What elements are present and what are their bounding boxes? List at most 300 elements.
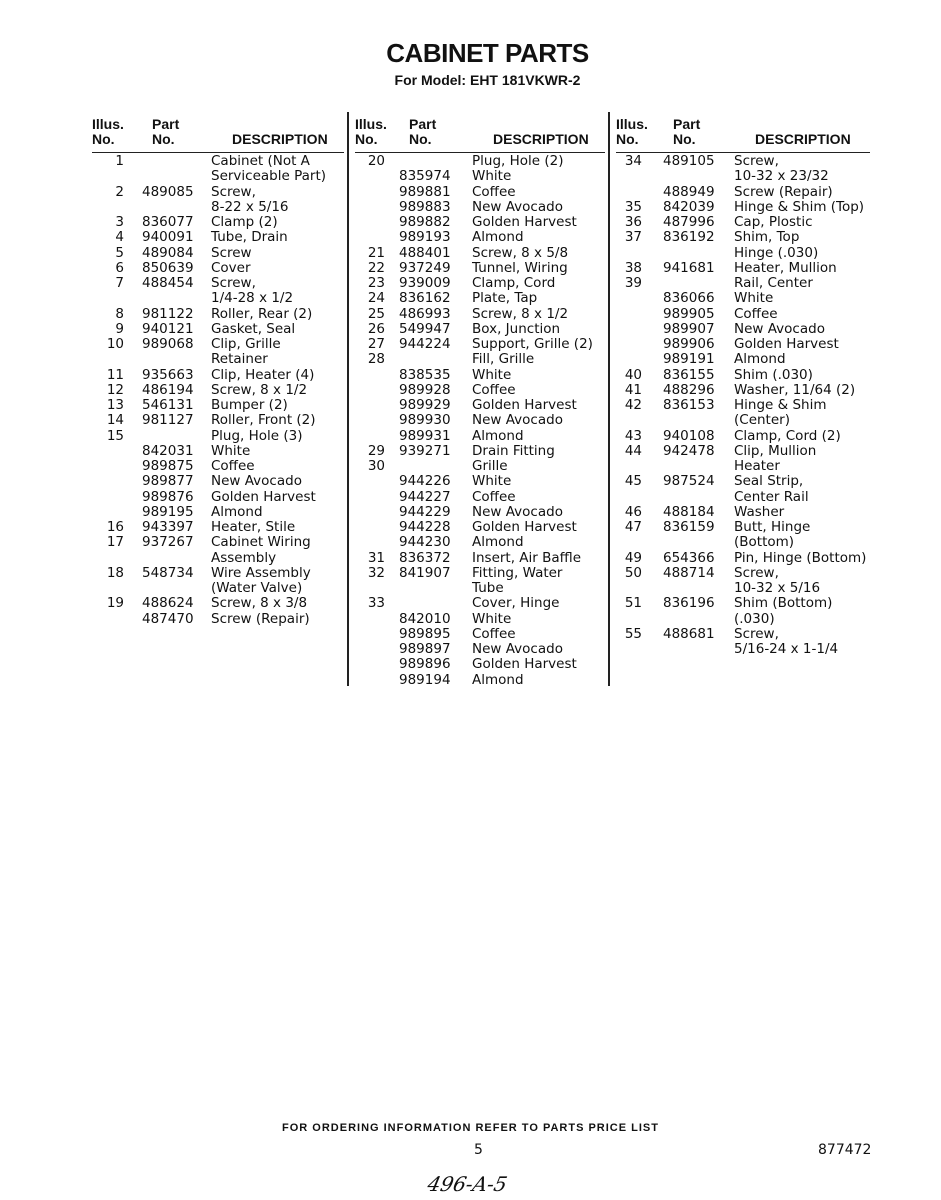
part-description: Screw, 8 x 3/8	[211, 595, 308, 612]
part-number: 989896	[399, 656, 451, 673]
illus-number: 31	[367, 549, 385, 566]
illus-number: 14	[106, 412, 124, 429]
part-number: 940091	[142, 229, 194, 246]
part-description: Support, Grille (2)	[472, 336, 593, 352]
part-number: 989877	[142, 473, 194, 490]
column-divider	[608, 112, 610, 686]
table-row	[616, 520, 870, 535]
part-description: Plug, Hole (2)	[472, 153, 564, 169]
part-number: 836159	[663, 519, 715, 535]
part-description: Gasket, Seal	[211, 320, 296, 337]
illus-number: 26	[367, 320, 385, 337]
table-row	[92, 490, 344, 505]
table-row	[355, 337, 605, 352]
part-description: Almond	[472, 671, 524, 688]
part-description: Coffee	[472, 625, 516, 642]
part-description: Clamp (2)	[211, 214, 278, 230]
part-number: 944226	[399, 473, 451, 490]
table-row	[616, 429, 870, 444]
table-row	[355, 383, 605, 398]
part-number: 989928	[399, 381, 451, 398]
illus-number: 49	[624, 549, 642, 566]
page-title: CABINET PARTS	[386, 38, 589, 68]
table-row	[92, 368, 344, 383]
table-row	[92, 169, 344, 184]
illus-number: 23	[367, 275, 385, 291]
part-header: No.	[673, 131, 696, 147]
part-number: 937267	[142, 534, 194, 551]
illus-number: 19	[106, 595, 124, 612]
part-description: Coffee	[472, 183, 516, 200]
part-number: 937249	[399, 259, 451, 276]
illus-number: 6	[115, 259, 124, 276]
part-description: Clamp, Cord (2)	[734, 427, 841, 444]
part-number: 944229	[399, 503, 451, 520]
part-description: 5/16-24 x 1-1/4	[734, 641, 839, 657]
table-row	[92, 352, 344, 367]
illus-number: 17	[106, 534, 124, 551]
table-row	[616, 261, 870, 276]
illus-header: Illus.	[616, 116, 648, 132]
illus-number: 27	[367, 336, 385, 352]
table-row	[92, 230, 344, 245]
part-number: 488624	[142, 595, 194, 612]
table-row	[92, 246, 344, 261]
table-row	[355, 459, 605, 474]
table-row	[616, 307, 870, 322]
part-description: White	[211, 442, 251, 459]
illus-number: 22	[367, 259, 385, 276]
illus-number: 42	[624, 397, 642, 413]
part-description: Screw,	[734, 564, 779, 581]
part-description: Cap, Plostic	[734, 214, 813, 230]
part-description: Coffee	[734, 305, 778, 322]
part-description: Almond	[472, 427, 524, 444]
part-number: 943397	[142, 519, 194, 535]
part-header: No.	[409, 131, 432, 147]
illus-number: 16	[106, 519, 124, 535]
illus-number: 5	[115, 244, 124, 261]
table-row	[355, 627, 605, 642]
table-row	[355, 596, 605, 611]
table-row	[355, 612, 605, 627]
page-number: 5	[474, 1142, 483, 1158]
table-row	[92, 154, 344, 169]
part-number: 489105	[663, 153, 715, 169]
part-number: 486194	[142, 381, 194, 398]
table-row	[355, 535, 605, 550]
part-description: Clip, Grille	[211, 336, 281, 352]
part-description: 1/4-28 x 1/2	[211, 290, 294, 307]
part-number: 842031	[142, 442, 194, 459]
table-row	[355, 368, 605, 383]
description-header: DESCRIPTION	[493, 131, 589, 147]
illus-number: 8	[115, 305, 124, 322]
part-number: 939271	[399, 442, 451, 459]
part-description: Heater, Mullion	[734, 259, 837, 276]
table-row	[616, 185, 870, 200]
part-description: (Water Valve)	[211, 580, 303, 596]
part-description: Shim, Top	[734, 229, 800, 246]
part-number: 940108	[663, 427, 715, 444]
illus-number: 7	[115, 275, 124, 291]
part-description: Seal Strip,	[734, 473, 804, 490]
part-description: Almond	[472, 229, 524, 246]
table-row	[355, 551, 605, 566]
parts-column-1	[92, 114, 344, 627]
table-row	[355, 673, 605, 688]
part-number: 488454	[142, 275, 194, 291]
part-description: Hinge & Shim (Top)	[734, 198, 865, 215]
table-row	[616, 398, 870, 413]
table-row	[92, 612, 344, 627]
part-description: White	[472, 168, 512, 185]
part-header: Part	[673, 116, 701, 132]
part-description: Retainer	[211, 351, 268, 368]
table-row	[355, 246, 605, 261]
parts-list	[92, 154, 344, 627]
table-row	[92, 215, 344, 230]
part-number: 989906	[663, 336, 715, 352]
table-row	[355, 444, 605, 459]
part-description: Golden Harvest	[472, 214, 577, 230]
part-description: Screw (Repair)	[734, 183, 833, 200]
ordering-info-footer: FOR ORDERING INFORMATION REFER TO PARTS PRICE LIST	[282, 1122, 659, 1134]
illus-header: No.	[355, 131, 378, 147]
part-description: Hinge (.030)	[734, 244, 819, 261]
illus-number: 33	[367, 595, 385, 612]
part-description: Golden Harvest	[211, 488, 316, 505]
table-row	[355, 429, 605, 444]
table-row	[92, 596, 344, 611]
illus-number: 25	[367, 305, 385, 322]
table-row	[355, 505, 605, 520]
part-number: 842010	[399, 610, 451, 627]
part-number: 836162	[399, 290, 451, 307]
illus-number: 46	[624, 503, 642, 520]
part-number: 989882	[399, 214, 451, 230]
part-number: 989068	[142, 336, 194, 352]
part-description: Screw,	[734, 625, 779, 642]
illus-number: 18	[106, 564, 124, 581]
part-description: Coffee	[472, 488, 516, 505]
part-description: 8-22 x 5/16	[211, 198, 289, 215]
table-row	[616, 551, 870, 566]
part-number: 944227	[399, 488, 451, 505]
table-row	[92, 261, 344, 276]
table-row	[92, 535, 344, 550]
part-number: 546131	[142, 397, 194, 413]
table-row	[92, 429, 344, 444]
table-row	[355, 581, 605, 596]
table-row	[616, 581, 870, 596]
table-row	[92, 307, 344, 322]
column-header	[616, 114, 870, 153]
part-description: Screw, 8 x 1/2	[472, 305, 569, 322]
description-header: DESCRIPTION	[755, 131, 851, 147]
part-description: Clip, Mullion	[734, 442, 817, 459]
table-row	[355, 398, 605, 413]
part-description: Golden Harvest	[472, 519, 577, 535]
illus-number: 4	[115, 229, 124, 246]
table-row	[616, 383, 870, 398]
part-number: 989930	[399, 412, 451, 429]
table-row	[616, 474, 870, 489]
part-description: Pin, Hinge (Bottom)	[734, 549, 867, 566]
part-number: 836196	[663, 595, 715, 612]
part-description: Shim (Bottom)	[734, 595, 833, 612]
part-description: Hinge & Shim	[734, 397, 827, 413]
part-description: Fitting, Water	[472, 564, 563, 581]
table-row	[355, 474, 605, 489]
part-description: Screw, 8 x 5/8	[472, 244, 569, 261]
part-number: 549947	[399, 320, 451, 337]
part-number: 835974	[399, 168, 451, 185]
table-row	[92, 337, 344, 352]
illus-number: 37	[624, 229, 642, 246]
part-number: 940121	[142, 320, 194, 337]
part-number: 836192	[663, 229, 715, 246]
part-description: New Avocado	[472, 412, 563, 429]
illus-number: 35	[624, 198, 642, 215]
illus-number: 20	[367, 153, 385, 169]
part-description: Cabinet (Not A	[211, 153, 310, 169]
part-number: 989931	[399, 427, 451, 444]
table-row	[355, 307, 605, 322]
part-number: 654366	[663, 549, 715, 566]
part-number: 836372	[399, 549, 451, 566]
part-number: 981122	[142, 305, 194, 322]
part-description: Butt, Hinge	[734, 519, 811, 535]
part-description: Roller, Rear (2)	[211, 305, 313, 322]
part-description: Tunnel, Wiring	[472, 259, 568, 276]
handwritten-note: 496-A-5	[425, 1172, 510, 1196]
part-number: 989895	[399, 625, 451, 642]
column-divider	[347, 112, 349, 686]
part-description: New Avocado	[472, 641, 563, 657]
table-row	[616, 627, 870, 642]
part-number: 488681	[663, 625, 715, 642]
table-row	[92, 566, 344, 581]
illus-number: 2	[115, 183, 124, 200]
table-row	[616, 200, 870, 215]
table-row	[616, 596, 870, 611]
part-description: Plate, Tap	[472, 290, 538, 307]
illus-number: 12	[106, 381, 124, 398]
table-row	[616, 154, 870, 169]
table-row	[616, 337, 870, 352]
part-number: 836066	[663, 290, 715, 307]
table-row	[616, 246, 870, 261]
illus-number: 34	[624, 153, 642, 169]
illus-number: 55	[624, 625, 642, 642]
part-description: Cover, Hinge	[472, 595, 560, 612]
part-description: Clip, Heater (4)	[211, 366, 315, 383]
part-description: Shim (.030)	[734, 366, 813, 383]
table-row	[616, 612, 870, 627]
table-row	[92, 444, 344, 459]
table-row	[355, 413, 605, 428]
table-row	[355, 291, 605, 306]
part-description: (Bottom)	[734, 534, 795, 551]
illus-number: 29	[367, 442, 385, 459]
table-row	[92, 185, 344, 200]
table-row	[92, 291, 344, 306]
part-number: 836153	[663, 397, 715, 413]
part-number: 850639	[142, 259, 194, 276]
part-description: Cover	[211, 259, 251, 276]
part-description: New Avocado	[472, 503, 563, 520]
part-description: White	[472, 473, 512, 490]
part-number: 987524	[663, 473, 715, 490]
part-description: (Center)	[734, 412, 790, 429]
table-row	[92, 551, 344, 566]
part-description: Screw (Repair)	[211, 610, 310, 627]
table-row	[92, 276, 344, 291]
part-description: Fill, Grille	[472, 351, 535, 368]
part-description: Plug, Hole (3)	[211, 427, 303, 444]
table-row	[355, 215, 605, 230]
part-description: Heater	[734, 458, 780, 474]
table-row	[616, 291, 870, 306]
table-row	[355, 520, 605, 535]
table-row	[616, 322, 870, 337]
part-description: Heater, Stile	[211, 519, 296, 535]
table-row	[355, 230, 605, 245]
part-description: Rail, Center	[734, 275, 813, 291]
illus-number: 1	[115, 153, 124, 169]
illus-number: 50	[624, 564, 642, 581]
illus-number: 40	[624, 366, 642, 383]
part-number: 989929	[399, 397, 451, 413]
illus-number: 15	[106, 427, 124, 444]
table-row	[92, 581, 344, 596]
table-row	[616, 215, 870, 230]
part-number: 486993	[399, 305, 451, 322]
illus-number: 10	[106, 336, 124, 352]
part-number: 487470	[142, 610, 194, 627]
part-description: Box, Junction	[472, 320, 561, 337]
part-number: 944228	[399, 519, 451, 535]
table-row	[616, 459, 870, 474]
table-row	[616, 276, 870, 291]
table-row	[92, 200, 344, 215]
table-row	[92, 474, 344, 489]
parts-list	[616, 154, 870, 657]
part-number: 489085	[142, 183, 194, 200]
part-number: 989194	[399, 671, 451, 688]
part-number: 488296	[663, 381, 715, 398]
part-description: Serviceable Part)	[211, 168, 327, 185]
part-description: Washer, 11/64 (2)	[734, 381, 856, 398]
part-description: Almond	[472, 534, 524, 551]
part-description: Assembly	[211, 549, 277, 566]
part-description: Almond	[734, 351, 786, 368]
parts-column-3	[616, 114, 870, 657]
part-description: Roller, Front (2)	[211, 412, 316, 429]
part-number: 489084	[142, 244, 194, 261]
table-row	[92, 413, 344, 428]
illus-number: 13	[106, 397, 124, 413]
table-row	[355, 169, 605, 184]
part-header: Part	[409, 116, 437, 132]
part-number: 836155	[663, 366, 715, 383]
table-row	[616, 352, 870, 367]
part-description: Coffee	[211, 458, 255, 474]
illus-number: 32	[367, 564, 385, 581]
part-description: Drain Fitting	[472, 442, 555, 459]
part-description: Grille	[472, 458, 508, 474]
table-row	[355, 154, 605, 169]
model-subtitle: For Model: EHT 181VKWR-2	[394, 72, 581, 88]
part-number: 989876	[142, 488, 194, 505]
illus-number: 39	[624, 275, 642, 291]
part-description: New Avocado	[472, 198, 563, 215]
part-description: Insert, Air Baffle	[472, 549, 582, 566]
part-description: 10-32 x 23/32	[734, 168, 829, 185]
part-description: New Avocado	[211, 473, 302, 490]
part-number: 989875	[142, 458, 194, 474]
table-row	[92, 505, 344, 520]
part-number: 842039	[663, 198, 715, 215]
part-description: Clamp, Cord	[472, 275, 556, 291]
part-number: 981127	[142, 412, 194, 429]
part-number: 841907	[399, 564, 451, 581]
part-description: Golden Harvest	[472, 656, 577, 673]
part-number: 838535	[399, 366, 451, 383]
column-header	[355, 114, 605, 153]
table-row	[92, 520, 344, 535]
illus-number: 30	[367, 458, 385, 474]
part-header: No.	[152, 131, 175, 147]
part-description: Screw,	[734, 153, 779, 169]
illus-header: Illus.	[92, 116, 124, 132]
part-number: 488401	[399, 244, 451, 261]
part-number: 989193	[399, 229, 451, 246]
part-number: 944230	[399, 534, 451, 551]
illus-number: 38	[624, 259, 642, 276]
table-row	[355, 657, 605, 672]
part-number: 939009	[399, 275, 451, 291]
illus-number: 47	[624, 519, 642, 535]
illus-number: 28	[367, 351, 385, 368]
part-header: Part	[152, 116, 180, 132]
part-description: Golden Harvest	[734, 336, 839, 352]
illus-number: 3	[115, 214, 124, 230]
part-number: 487996	[663, 214, 715, 230]
parts-column-2	[355, 114, 605, 688]
part-description: White	[472, 610, 512, 627]
part-description: Screw	[211, 244, 252, 261]
table-row	[616, 413, 870, 428]
part-description: Cabinet Wiring	[211, 534, 311, 551]
part-number: 989881	[399, 183, 451, 200]
part-description: Screw, 8 x 1/2	[211, 381, 308, 398]
table-row	[616, 535, 870, 550]
table-row	[92, 398, 344, 413]
table-row	[355, 185, 605, 200]
part-description: Screw,	[211, 183, 256, 200]
table-row	[616, 490, 870, 505]
table-row	[355, 276, 605, 291]
table-row	[616, 169, 870, 184]
part-description: Golden Harvest	[472, 397, 577, 413]
table-row	[92, 383, 344, 398]
table-row	[616, 566, 870, 581]
part-description: White	[734, 290, 774, 307]
illus-header: No.	[92, 131, 115, 147]
part-number: 989897	[399, 641, 451, 657]
